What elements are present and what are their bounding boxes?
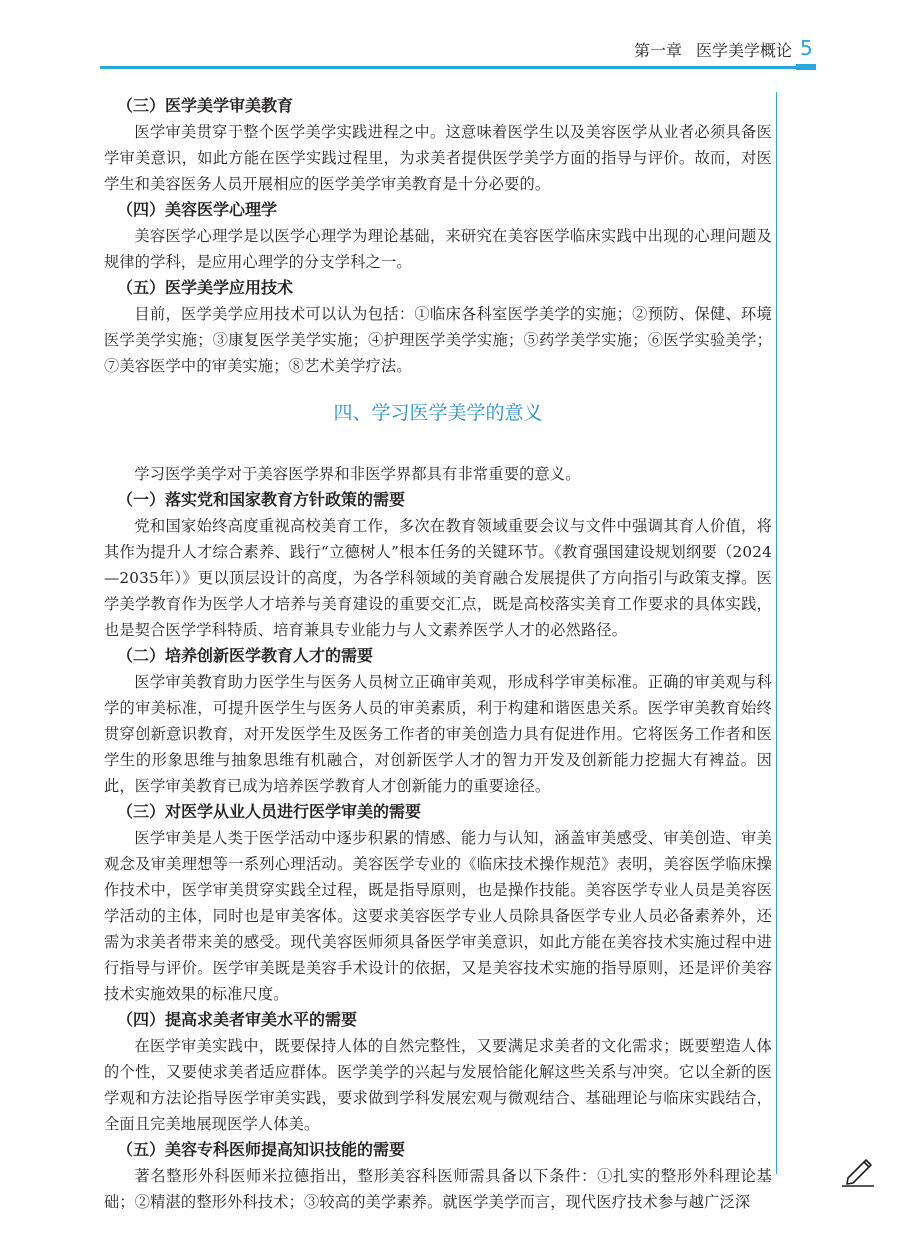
running-header	[560, 38, 792, 64]
section-title: 四、学习医学美学的意义	[333, 402, 543, 424]
body-paragraph: 学习医学美学对于美容医学界和非医学界都具有非常重要的意义。	[134, 465, 581, 483]
body-paragraph: 著名整形外科医师米拉德指出，整形美容科医师需具备以下条件：①扎实的整形外科理论基础；②精湛的整形外科技术；③较高的美学素养。就医学美学而言，现代医疗技术参与越广泛深	[104, 1167, 772, 1211]
header-accent-bar	[796, 64, 816, 70]
chapter-title: 医学美学概论	[695, 41, 792, 60]
subsection-heading: （五）医学美学应用技术	[117, 278, 294, 297]
chapter-label: 第一章	[633, 41, 682, 60]
body-paragraph: 美容医学心理学是以医学心理学为理论基础，来研究在美容医学临床实践中出现的心理问题及规律的学科，是应用心理学的分支学科之一。	[104, 227, 772, 271]
body-paragraph: 医学审美贯穿于整个医学美学实践进程之中。这意味着医学生以及美容医学从业者必须具备医学审美意识，如此方能在医学实践过程里，为求美者提供医学美学方面的指导与评价。故而，对医学生和美容医务人员开展相应的医学美学审美教育是十分必要的。	[104, 123, 772, 193]
subsection-heading: （四）美容医学心理学	[117, 200, 278, 219]
pen-note-icon	[838, 1152, 878, 1188]
margin-rule	[776, 92, 777, 1174]
body-paragraph: 在医学审美实践中，既要保持人体的自然完整性，又要满足求美者的文化需求；既要塑造人体的个性，又要使求美者适应群体。医学美学的兴起与发展恰能化解这些关系与冲突。它以全新的医学观和方法论指导医学审美实践，要求做到学科发展宏观与微观结合、基础理论与临床实践结合，全面且完美地展现医学人体美。	[104, 1037, 772, 1133]
body-paragraph: 医学审美教育助力医学生与医务人员树立正确审美观，形成科学审美标准。正确的审美观与科学的审美标准，可提升医学生与医务人员的审美素质，利于构建和谐医患关系。医学审美教育始终贯穿创新意识教育，对开发医学生及医务工作者的审美创造力具有促进作用。它将医务工作者和医学生的形象思维与抽象思维有机融合，对创新医学人才的智力开发及创新能力挖掘大有裨益。因此，医学审美教育已成为培养医学教育人才创新能力的重要途径。	[104, 673, 772, 795]
subsection-heading: （三）医学美学审美教育	[117, 96, 294, 115]
subsection-heading: （四）提高求美者审美水平的需要	[117, 1010, 358, 1029]
subsection-heading: （二）培养创新医学教育人才的需要	[117, 646, 374, 665]
header-rule	[100, 66, 816, 69]
subsection-heading: （一）落实党和国家教育方针政策的需要	[117, 490, 406, 509]
page-number: 5	[800, 36, 813, 60]
subsection-heading: （五）美容专科医师提高知识技能的需要	[117, 1140, 406, 1159]
page-body	[104, 93, 772, 1215]
body-paragraph: 党和国家始终高度重视高校美育工作，多次在教育领域重要会议与文件中强调其育人价值，将其作为提升人才综合素养、践行“立德树人”根本任务的关键环节。《教育强国建设规划纲要（2024—2035年）》更以顶层设计的高度，为各学科领域的美育融合发展提供了方向指引与政策支撑。医学美学教育作为医学人才培养与美育建设的重要交汇点，既是高校落实美育工作要求的具体实践，也是契合医学学科特质、培育兼具专业能力与人文素养医学人才的必然路径。	[104, 517, 772, 639]
body-paragraph: 目前，医学美学应用技术可以认为包括：①临床各科室医学美学的实施；②预防、保健、环境医学美学实施；③康复医学美学实施；④护理医学美学实施；⑤药学美学实施；⑥医学实验美学；⑦美容医学中的审美实施；⑧艺术美学疗法。	[104, 305, 772, 375]
body-paragraph: 医学审美是人类于医学活动中逐步积累的情感、能力与认知，涵盖审美感受、审美创造、审美观念及审美理想等一系列心理活动。美容医学专业的《临床技术操作规范》表明，美容医学临床操作技术中，医学审美贯穿实践全过程，既是指导原则，也是操作技能。美容医学专业人员是美容医学活动的主体，同时也是审美客体。这要求美容医学专业人员除具备医学专业人员必备素养外，还需为求美者带来美的感受。现代美容医师须具备医学审美意识，如此方能在美容技术实施过程中进行指导与评价。医学审美既是美容手术设计的依据，又是美容技术实施的指导原则，还是评价美容技术实施效果的标准尺度。	[104, 829, 772, 1003]
subsection-heading: （三）对医学从业人员进行医学审美的需要	[117, 802, 422, 821]
